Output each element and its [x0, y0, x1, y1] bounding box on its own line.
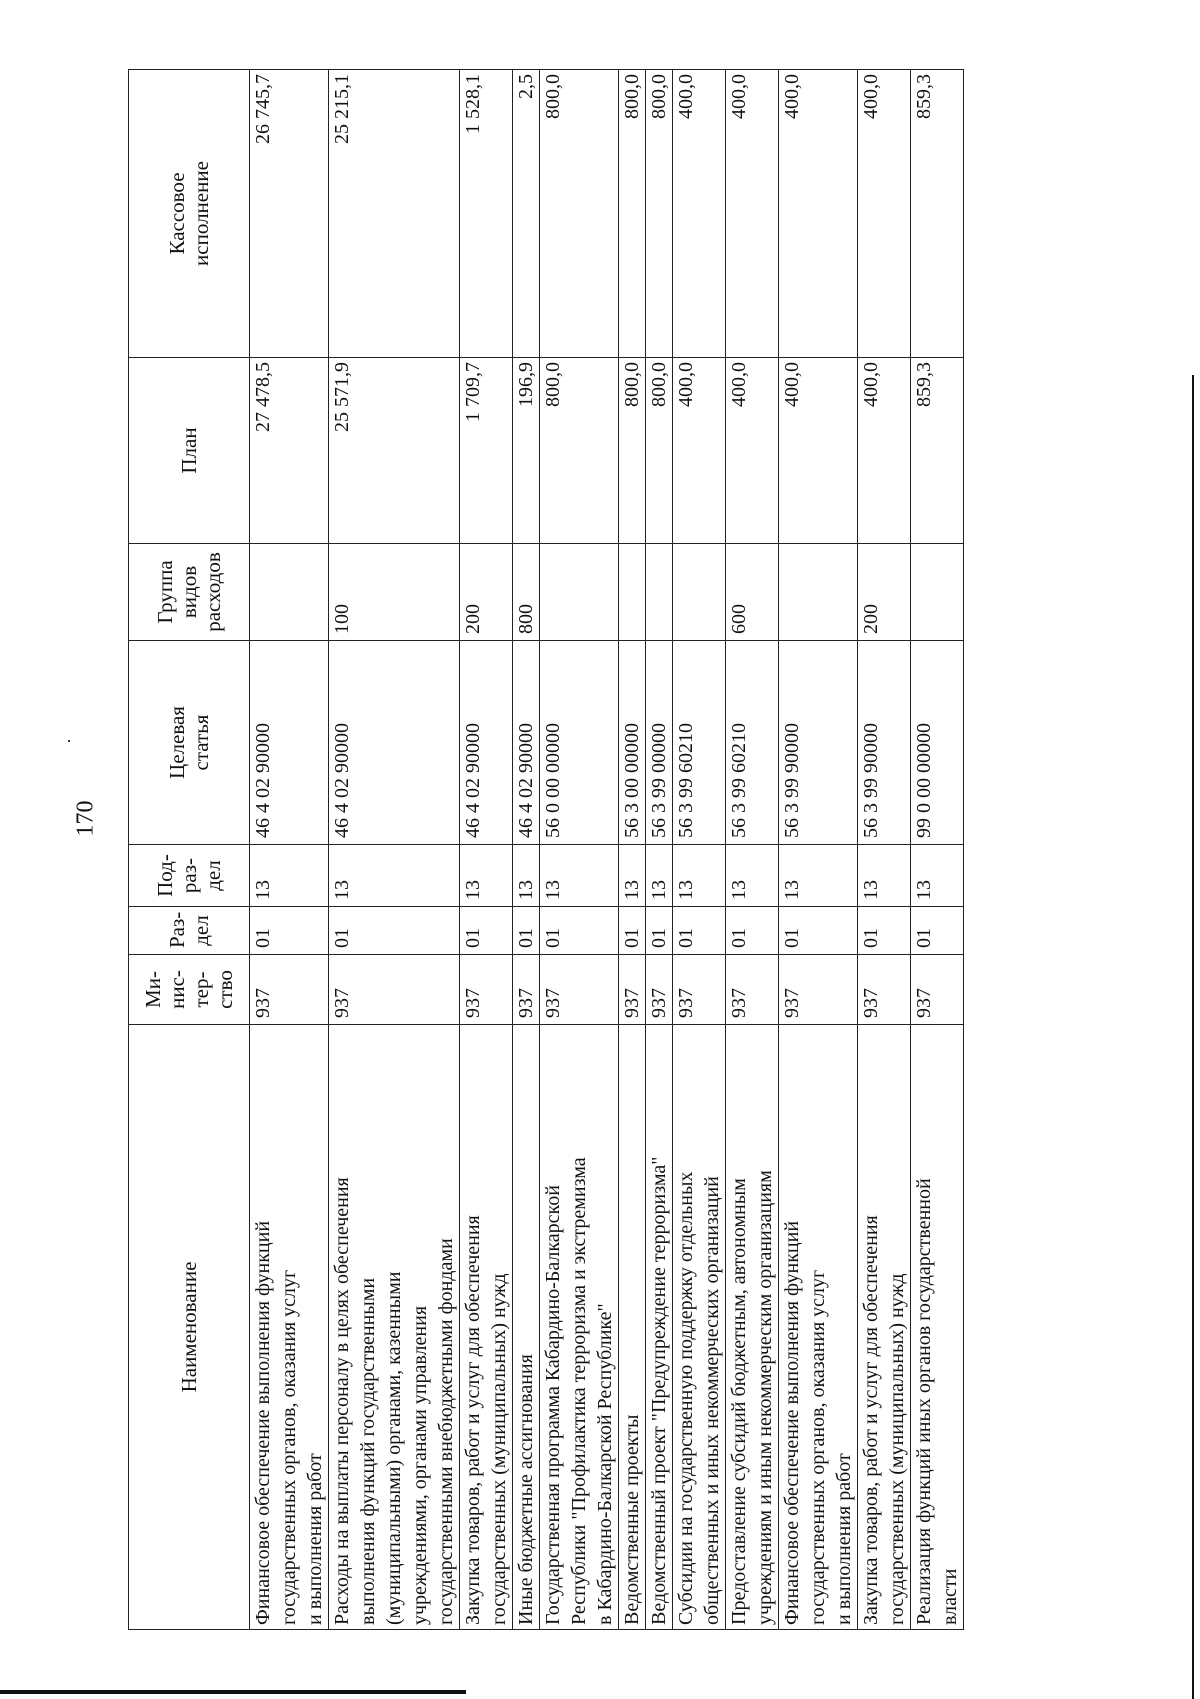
cell-target: 56 3 99 60210: [673, 641, 726, 845]
cell-subsection: 13: [540, 845, 619, 907]
cell-section: 01: [329, 907, 460, 955]
cell-group: 600: [726, 544, 779, 641]
cell-name: Финансовое обеспечение выполнения функций государственных органов, оказания услуг и выполнения работ: [250, 1025, 329, 1630]
cell-plan: 25 571,9: [329, 358, 460, 544]
cell-subsection: 13: [250, 845, 329, 907]
cell-plan: 400,0: [779, 358, 858, 544]
cell-plan: 400,0: [726, 358, 779, 544]
cell-group: [779, 544, 858, 641]
cell-exec: 800,0: [646, 70, 673, 358]
cell-plan: 196,9: [513, 358, 540, 544]
cell-subsection: 13: [619, 845, 646, 907]
table-row: [911, 70, 964, 1630]
cell-name: Ведомственные проекты: [619, 1025, 646, 1630]
cell-section: 01: [619, 907, 646, 955]
cell-target: 56 3 99 00000: [646, 641, 673, 845]
cell-ministry: 937: [513, 955, 540, 1025]
cell-section: 01: [911, 907, 964, 955]
cell-section: 01: [779, 907, 858, 955]
table-row: [673, 70, 726, 1630]
cell-name: Финансовое обеспечение выполнения функций государственных органов, оказания услуг и выполнения работ: [779, 1025, 858, 1630]
cell-group: 100: [329, 544, 460, 641]
cell-group: 200: [858, 544, 911, 641]
cell-section: 01: [858, 907, 911, 955]
table-row: [619, 70, 646, 1630]
cell-name: Субсидии на государственную поддержку отдельных общественных и иных некоммерческих организаций: [673, 1025, 726, 1630]
header-exec: Кассовое исполнение: [129, 70, 250, 358]
cell-subsection: 13: [779, 845, 858, 907]
cell-exec: 800,0: [540, 70, 619, 358]
cell-name: Ведомственный проект "Предупреждение терроризма": [646, 1025, 673, 1630]
cell-plan: 800,0: [540, 358, 619, 544]
scan-edge-line: [1192, 375, 1194, 1699]
cell-group: [673, 544, 726, 641]
cell-subsection: 13: [726, 845, 779, 907]
cell-name: Реализация функций иных органов государственной власти: [911, 1025, 964, 1630]
table-row: [646, 70, 673, 1630]
cell-name: Расходы на выплаты персоналу в целях обеспечения выполнения функций государственными (муниципальными) органами, казенными учреждениями, органами управления государственными внебюджетными фондами: [329, 1025, 460, 1630]
cell-target: 46 4 02 90000: [329, 641, 460, 845]
cell-group: 800: [513, 544, 540, 641]
cell-ministry: 937: [619, 955, 646, 1025]
cell-subsection: 13: [911, 845, 964, 907]
cell-subsection: 13: [460, 845, 513, 907]
table-row: [779, 70, 858, 1630]
cell-plan: 400,0: [673, 358, 726, 544]
cell-subsection: 13: [646, 845, 673, 907]
cell-ministry: 937: [540, 955, 619, 1025]
cell-exec: 400,0: [726, 70, 779, 358]
cell-name: Государственная программа Кабардино-Балкарской Республики "Профилактика терроризма и экстремизма в Кабардино-Балкарской Республике": [540, 1025, 619, 1630]
cell-exec: 26 745,7: [250, 70, 329, 358]
cell-subsection: 13: [329, 845, 460, 907]
header-name: Наименование: [129, 1025, 250, 1630]
cell-plan: 800,0: [619, 358, 646, 544]
cell-target: 46 4 02 90000: [250, 641, 329, 845]
cell-ministry: 937: [646, 955, 673, 1025]
cell-section: 01: [513, 907, 540, 955]
cell-target: 56 3 99 90000: [858, 641, 911, 845]
table-row: [858, 70, 911, 1630]
cell-subsection: 13: [673, 845, 726, 907]
budget-table: [128, 69, 964, 1630]
cell-exec: 400,0: [779, 70, 858, 358]
cell-name: Закупка товаров, работ и услуг для обеспечения государственных (муниципальных) нужд: [460, 1025, 513, 1630]
header-ministry: Ми- нис- тер- ство: [129, 955, 250, 1025]
cell-plan: 800,0: [646, 358, 673, 544]
header-plan: План: [129, 358, 250, 544]
cell-target: 46 4 02 90000: [460, 641, 513, 845]
cell-group: [646, 544, 673, 641]
cell-target: 56 0 00 00000: [540, 641, 619, 845]
table-row: [513, 70, 540, 1630]
table-row: [726, 70, 779, 1630]
cell-group: 200: [460, 544, 513, 641]
cell-name: Предоставление субсидий бюджетным, автономным учреждениям и иным некоммерческим организациям: [726, 1025, 779, 1630]
scan-bottom-bar: [0, 1690, 466, 1694]
cell-ministry: 937: [460, 955, 513, 1025]
cell-ministry: 937: [858, 955, 911, 1025]
cell-group: [540, 544, 619, 641]
cell-exec: 800,0: [619, 70, 646, 358]
cell-section: 01: [540, 907, 619, 955]
cell-subsection: 13: [858, 845, 911, 907]
cell-exec: 25 215,1: [329, 70, 460, 358]
cell-plan: 859,3: [911, 358, 964, 544]
table-row: [250, 70, 329, 1630]
cell-plan: 1 709,7: [460, 358, 513, 544]
cell-group: [619, 544, 646, 641]
cell-ministry: 937: [673, 955, 726, 1025]
cell-name: Закупка товаров, работ и услуг для обеспечения государственных (муниципальных) нужд: [858, 1025, 911, 1630]
header-subsection: Под- раз- дел: [129, 845, 250, 907]
cell-section: 01: [726, 907, 779, 955]
cell-exec: 1 528,1: [460, 70, 513, 358]
cell-subsection: 13: [513, 845, 540, 907]
cell-plan: 400,0: [858, 358, 911, 544]
cell-plan: 27 478,5: [250, 358, 329, 544]
cell-target: 99 0 00 00000: [911, 641, 964, 845]
cell-ministry: 937: [911, 955, 964, 1025]
cell-section: 01: [646, 907, 673, 955]
cell-exec: 400,0: [858, 70, 911, 358]
cell-ministry: 937: [329, 955, 460, 1025]
table-row: [460, 70, 513, 1630]
cell-exec: 400,0: [673, 70, 726, 358]
cell-section: 01: [250, 907, 329, 955]
cell-section: 01: [460, 907, 513, 955]
cell-exec: 859,3: [911, 70, 964, 358]
cell-name: Иные бюджетные ассигнования: [513, 1025, 540, 1630]
cell-ministry: 937: [250, 955, 329, 1025]
cell-group: [911, 544, 964, 641]
cell-target: 56 3 00 00000: [619, 641, 646, 845]
page-number: 170: [72, 800, 99, 837]
cell-section: 01: [673, 907, 726, 955]
cell-target: 56 3 99 90000: [779, 641, 858, 845]
header-row: [129, 70, 250, 1630]
scan-speck: [68, 740, 70, 742]
header-section: Раз- дел: [129, 907, 250, 955]
cell-target: 46 4 02 90000: [513, 641, 540, 845]
cell-exec: 2,5: [513, 70, 540, 358]
table-row: [329, 70, 460, 1630]
cell-group: [250, 544, 329, 641]
header-group: Группа видов расходов: [129, 544, 250, 641]
cell-ministry: 937: [779, 955, 858, 1025]
table-row: [540, 70, 619, 1630]
cell-ministry: 937: [726, 955, 779, 1025]
header-target: Целевая статья: [129, 641, 250, 845]
budget-table-rotated: [128, 70, 1088, 1630]
cell-target: 56 3 99 60210: [726, 641, 779, 845]
